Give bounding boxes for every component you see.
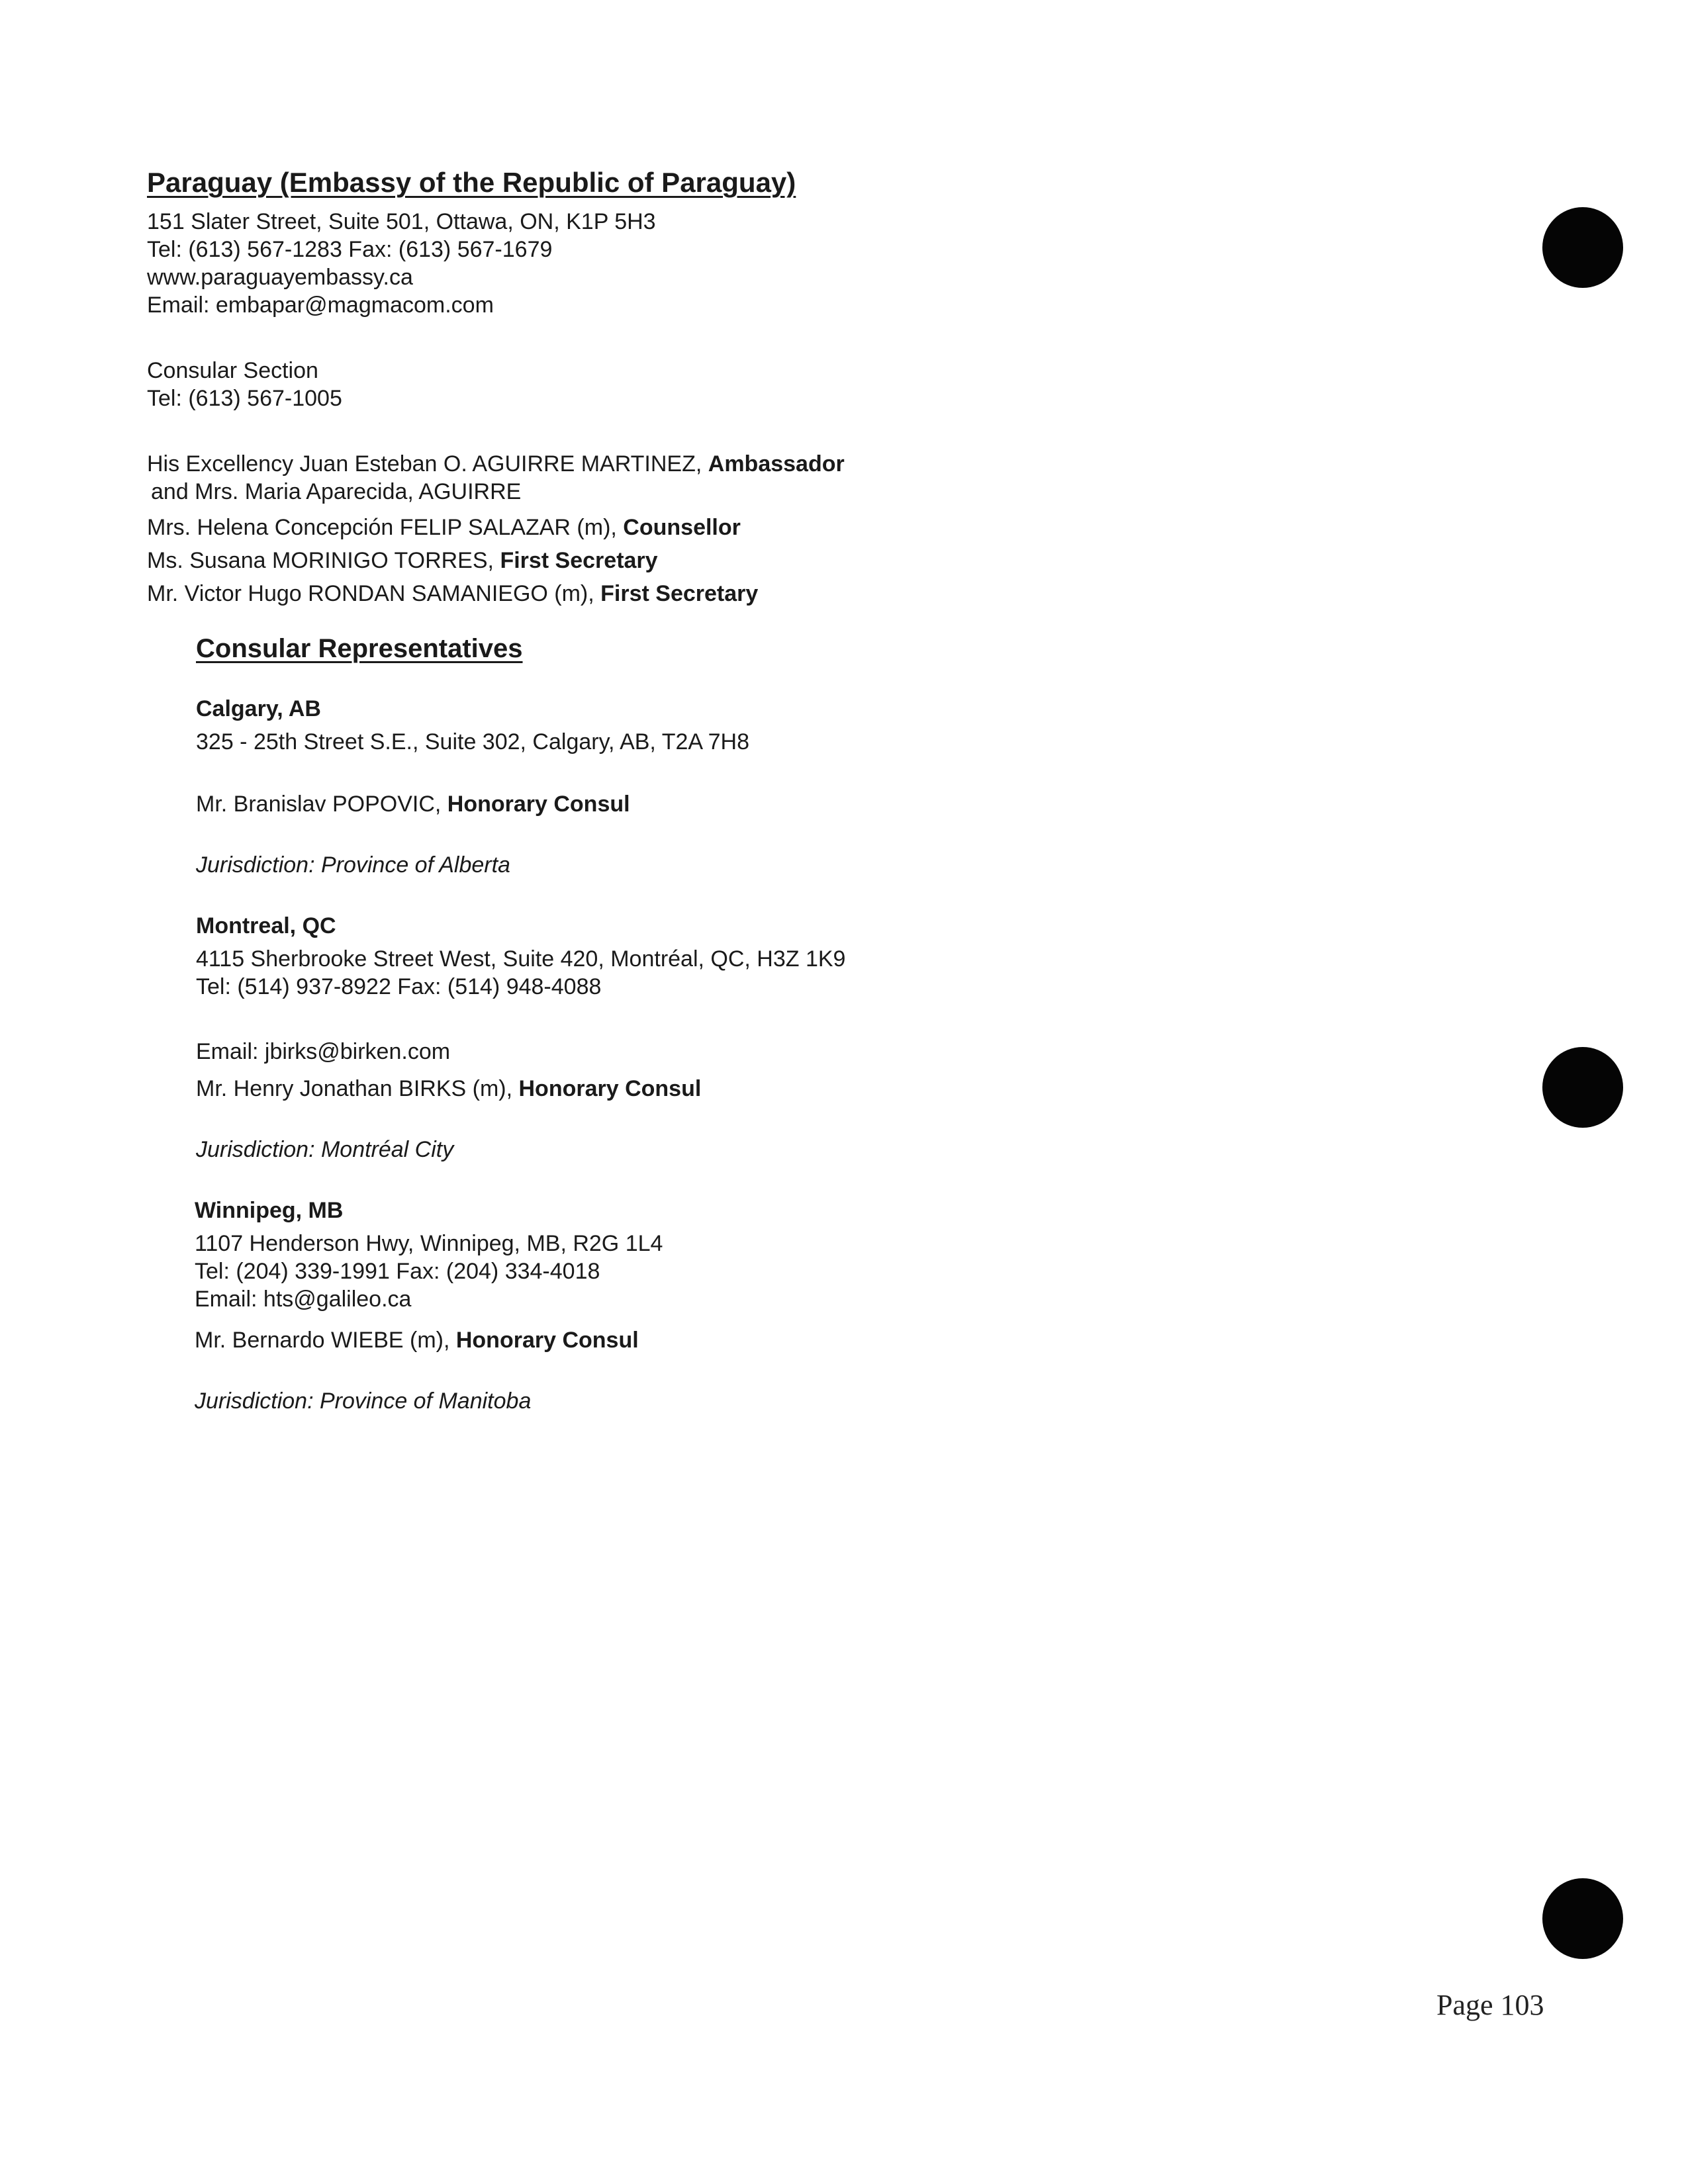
staff-name: Ms. Susana MORINIGO TORRES, [147,548,500,573]
office-city: Winnipeg, MB [195,1198,344,1223]
office-address: 325 - 25th Street S.E., Suite 302, Calgary, AB, T2A 7H8 [196,729,750,754]
staff-title: First Secretary [600,581,759,606]
embassy-email: Email: embapar@magmacom.com [147,293,494,318]
consul-title: Honorary Consul [518,1076,702,1101]
office-phone-fax: Tel: (204) 339-1991 Fax: (204) 334-4018 [195,1259,600,1284]
office-consul [195,1326,639,1354]
office-email: Email: hts@galileo.ca [195,1287,412,1312]
office-jurisdiction: Jurisdiction: Province of Manitoba [195,1388,532,1414]
office-address: 4115 Sherbrooke Street West, Suite 420, Montréal, QC, H3Z 1K9 [196,946,846,972]
embassy-phone-fax: Tel: (613) 567-1283 Fax: (613) 567-1679 [147,237,553,262]
staff-entry-counsellor [147,514,741,541]
embassy-website: www.paraguayembassy.ca [147,265,413,290]
staff-name: Mr. Victor Hugo RONDAN SAMANIEGO (m), [147,581,601,606]
staff-title: First Secretary [500,548,658,573]
embassy-title: Paraguay (Embassy of the Republic of Paraguay) [147,167,796,198]
office-address: 1107 Henderson Hwy, Winnipeg, MB, R2G 1L4 [195,1231,663,1256]
staff-entry-first-secretary [147,580,758,608]
staff-name: Mrs. Helena Concepción FELIP SALAZAR (m), [147,515,624,540]
staff-entry-first-secretary [147,547,658,574]
consul-name: Mr. Bernardo WIEBE (m), [195,1328,456,1353]
consular-representatives-heading: Consular Representatives [196,634,523,663]
embassy-address: 151 Slater Street, Suite 501, Ottawa, ON, K1P 5H3 [147,209,656,234]
staff-entry-ambassador [147,450,845,478]
office-jurisdiction: Jurisdiction: Montréal City [196,1137,454,1162]
page-number: Page 103 [1436,1989,1544,2021]
office-city: Montreal, QC [196,913,336,938]
staff-title: Ambassador [708,451,845,477]
consul-name: Mr. Branislav POPOVIC, [196,792,447,817]
office-email: Email: jbirks@birken.com [196,1039,451,1064]
staff-name: His Excellency Juan Esteban O. AGUIRRE MARTINEZ, [147,451,708,477]
consul-name: Mr. Henry Jonathan BIRKS (m), [196,1076,519,1101]
office-consul [196,1075,701,1103]
staff-spouse: and Mrs. Maria Aparecida, AGUIRRE [151,479,522,504]
consular-section-label: Consular Section [147,358,318,383]
binder-hole [1542,1047,1623,1128]
binder-hole [1542,1878,1623,1959]
office-jurisdiction: Jurisdiction: Province of Alberta [196,852,510,878]
staff-title: Counsellor [623,515,741,540]
consular-section-phone: Tel: (613) 567-1005 [147,386,342,411]
office-consul [196,790,630,818]
office-city: Calgary, AB [196,696,321,721]
office-phone-fax: Tel: (514) 937-8922 Fax: (514) 948-4088 [196,974,602,999]
consul-title: Honorary Consul [447,792,630,817]
binder-hole [1542,207,1623,288]
consul-title: Honorary Consul [455,1328,639,1353]
